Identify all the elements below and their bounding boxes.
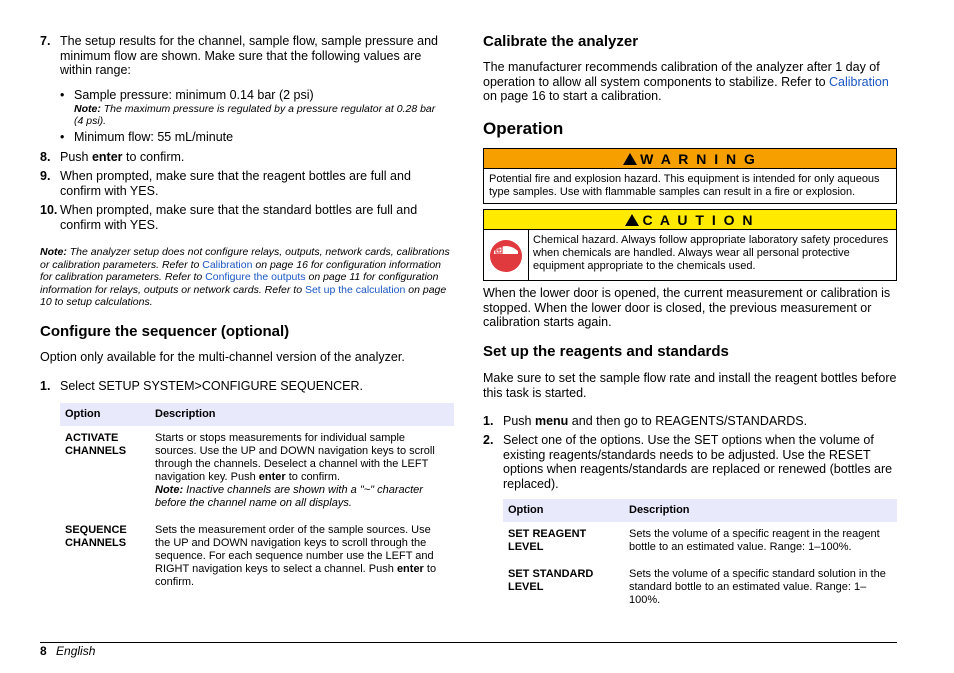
step-text: Select SETUP SYSTEM>CONFIGURE SEQUENCER. [60, 379, 363, 393]
link-calibration[interactable]: Calibration [829, 74, 889, 89]
step-9 [40, 169, 454, 198]
step-text: Select one of the options. Use the SET options when the volume of existing reagents/standards needs to be adjusted. Use the RESET options when reagents/standards are replaced or renewed (bottles are replaced). [503, 433, 893, 491]
option-note: Note: Inactive channels are shown with a "~" character before the channel name on all displays. [155, 484, 423, 509]
caution-text: Chemical hazard. Always follow appropriate laboratory safety procedures when chemicals are handled. Always wear all personal protective equipment appropriate to the chemicals used. [528, 230, 896, 280]
option-description: Sets the volume of a specific standard solution in the standard bottle to an estimated value. Range: 1–100%. [629, 568, 886, 606]
footer-divider [40, 642, 897, 643]
section-heading-sequencer: Configure the sequencer (optional) [40, 323, 290, 340]
table-header-row [503, 499, 897, 522]
step-text: When prompted, make sure that the standard bottles are full and confirm with YES. [60, 203, 418, 232]
option-description: Sets the volume of a specific reagent in the reagent bottle to an estimated value. Range: 1–100%. [629, 528, 880, 553]
step-text: When prompted, make sure that the reagent bottles are full and confirm with YES. [60, 169, 411, 198]
link-calibration[interactable]: Calibration [202, 258, 253, 271]
section-heading-operation: Operation [483, 119, 564, 138]
table-row [503, 522, 897, 562]
page-number: 8 [40, 644, 47, 658]
reagents-intro: Make sure to set the sample flow rate and install the reagent bottles before this task is started. [483, 371, 897, 400]
warning-icon [625, 214, 639, 226]
warning-box [483, 148, 897, 204]
bullet-note: Note: The maximum pressure is regulated by a pressure regulator at 0.28 bar (4 psi). [74, 102, 436, 127]
sequencer-intro: Option only available for the multi-channel version of the analyzer. [40, 350, 405, 364]
reagents-step-1: 1. Push menu and then go to REAGENTS/STANDARDS. [483, 414, 808, 428]
warning-header: W A R N I N G [484, 149, 896, 169]
ppe-icon [484, 230, 528, 280]
link-configure-outputs[interactable]: Configure the outputs [205, 271, 306, 283]
step-number: 8. [40, 150, 51, 164]
step-number: 10. [40, 203, 58, 217]
step-number: 7. [40, 34, 51, 48]
step-8: 8. Push enter to confirm. [40, 150, 185, 164]
operation-text: When the lower door is opened, the current measurement or calibration is stopped. When the lower door is closed, the previous measurement or calibration starts again. [483, 286, 891, 329]
footer-language: English [56, 644, 96, 658]
calibrate-text: The manufacturer recommends calibration of the analyzer after 1 day of operation to allow all system components to stabilize. Refer to Calibration on page 16 to start a calibration. [483, 60, 889, 103]
bullet-text: Sample pressure: minimum 0.14 bar (2 psi) [74, 88, 314, 102]
reagents-options-table [503, 499, 897, 615]
bullet-text: Minimum flow: 55 mL/minute [74, 130, 234, 144]
option-name: SEQUENCE CHANNELS [65, 524, 127, 549]
reagents-step-2 [483, 433, 897, 491]
sequencer-step-1 [40, 379, 454, 394]
column-header-description: Description [150, 403, 454, 426]
table-header-row [60, 403, 454, 426]
option-description: Sets the measurement order of the sample sources. Use the UP and DOWN navigation keys to scroll through the sequence. For each sequence number use the LEFT and RIGHT navigation keys to select a channel. Push enter to confirm. [155, 524, 437, 588]
caution-header: C A U T I O N [484, 210, 896, 230]
warning-text: Potential fire and explosion hazard. This equipment is intended for only aqueous type samples. Use with flammable samples can result in a fire or explosion. [489, 173, 880, 198]
table-row [60, 426, 454, 518]
option-name: SET STANDARD LEVEL [508, 568, 594, 593]
step-7 [40, 34, 454, 78]
step-10 [40, 203, 454, 232]
step-text: The setup results for the channel, sample flow, sample pressure and minimum flow are shown. Make sure that the following values are within range: [60, 34, 438, 77]
caution-box [483, 209, 897, 281]
step-number: 2. [483, 433, 494, 447]
sequencer-options-table [60, 403, 454, 597]
option-name: SET REAGENT LEVEL [508, 528, 587, 553]
section-heading-reagents: Set up the reagents and standards [483, 343, 729, 360]
section-heading-calibrate: Calibrate the analyzer [483, 33, 639, 50]
list-item: • Sample pressure: minimum 0.14 bar (2 psi) Note: The maximum pressure is regulated by a pressure regulator at 0.28 bar (4 psi). [60, 88, 440, 128]
list-item: • Minimum flow: 55 mL/minute [60, 130, 440, 145]
table-row [60, 518, 454, 597]
column-header-option: Option [503, 499, 624, 522]
column-header-description: Description [624, 499, 897, 522]
column-header-option: Option [60, 403, 150, 426]
step-number: 1. [40, 379, 51, 393]
option-name: ACTIVATE CHANNELS [65, 432, 127, 457]
step-number: 1. [483, 414, 494, 428]
option-description: Starts or stops measurements for individual sample sources. Use the UP and DOWN navigation keys to scroll through the channels. Deselect a channel with the LEFT navigation key. Push enter to confirm. Note: Inactive channels are shown with a "~" character before the channel name on all displays. [150, 426, 454, 518]
setup-note: Note: The analyzer setup does not configure relays, outputs, network cards, calibrations or calibration parameters. Refer to Calibration on page 16 for configuration information for calibration parameters. Refer to Configure the outputs on page 11 for configuration information for relays, outputs or network cards. Refer to Set up the calculation on page 10 to setup calculations. [40, 246, 450, 308]
warning-icon [623, 153, 637, 165]
table-row [503, 562, 897, 615]
link-setup-calculation[interactable]: Set up the calculation [304, 283, 406, 296]
step-number: 9. [40, 169, 51, 183]
page-footer [40, 644, 95, 659]
